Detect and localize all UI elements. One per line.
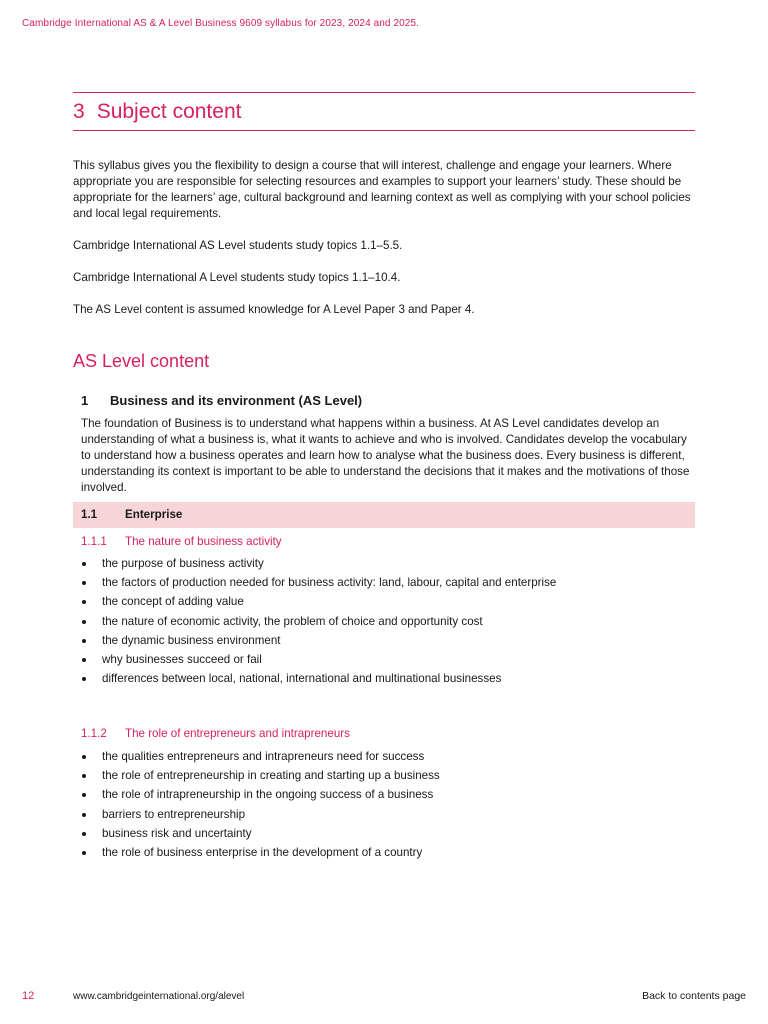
section-rule-bottom <box>73 130 695 131</box>
intro-paragraph-2: Cambridge International AS Level students study topics 1.1–5.5. <box>73 239 403 252</box>
list-item: the role of intrapreneurship in the ongoing success of a business <box>81 785 440 804</box>
section-number-1-1-1: 1.1.1 <box>81 535 107 548</box>
topic-title: Business and its environment (AS Level) <box>110 393 363 408</box>
topic-heading <box>81 393 362 408</box>
subtopic-band <box>73 502 695 528</box>
list-item: business risk and uncertainty <box>81 824 440 843</box>
subtopic-number: 1.1 <box>81 508 98 521</box>
section-title-text: Subject content <box>96 100 242 123</box>
running-header: Cambridge International AS & A Level Business 9609 syllabus for 2023, 2024 and 2025. <box>22 18 419 29</box>
section-heading-1-1-2 <box>81 727 350 740</box>
section-rule-top <box>73 92 695 93</box>
list-item: the role of entrepreneurship in creating and starting up a business <box>81 766 440 785</box>
section-number-1-1-2: 1.1.2 <box>81 727 107 740</box>
list-item: the purpose of business activity <box>81 554 556 573</box>
list-item: the role of business enterprise in the development of a country <box>81 843 440 862</box>
list-item: the concept of adding value <box>81 592 556 611</box>
list-item: why businesses succeed or fail <box>81 650 556 669</box>
section-title-1-1-1: The nature of business activity <box>125 535 282 548</box>
list-item: the factors of production needed for business activity: land, labour, capital and enterprise <box>81 573 556 592</box>
section-number: 3 <box>73 100 85 123</box>
list-item: the qualities entrepreneurs and intrapreneurs need for success <box>81 747 440 766</box>
list-item: barriers to entrepreneurship <box>81 805 440 824</box>
subtopic-title: Enterprise <box>125 508 183 521</box>
intro-paragraph-4: The AS Level content is assumed knowledge for A Level Paper 3 and Paper 4. <box>73 303 475 316</box>
topic-number: 1 <box>81 393 89 408</box>
intro-paragraph-3: Cambridge International A Level students study topics 1.1–10.4. <box>73 271 401 284</box>
back-to-contents-link[interactable]: Back to contents page <box>642 990 746 1002</box>
section-title-1-1-2: The role of entrepreneurs and intrapreneurs <box>125 727 350 740</box>
intro-paragraph-1: This syllabus gives you the flexibility to design a course that will interest, challenge and engage your learners. Where appropriate you are responsible for selecting resources and examples to support your learners’ study. These should be appropriate for the learners’ age, cultural background and learning context as well as complying with your school policies and local legal requirements. <box>73 159 691 220</box>
as-level-heading: AS Level content <box>73 351 210 371</box>
list-item: the dynamic business environment <box>81 631 556 650</box>
website-link[interactable]: www.cambridgeinternational.org/alevel <box>73 991 245 1002</box>
page-number: 12 <box>22 990 35 1002</box>
bullet-list-1-1-1 <box>81 554 556 688</box>
list-item: differences between local, national, international and multinational businesses <box>81 669 556 688</box>
section-heading-1-1-1 <box>81 535 282 548</box>
topic-intro: The foundation of Business is to understand what happens within a business. At AS Level candidates develop an understanding of what a business is, what it wants to achieve and who is involved. Candidates develop the vocabulary to understand how a business operates and learn how to analyse what the business does. Every business is different, understanding its context is important to be able to understand the decisions that it makes and the motivations of those involved. <box>81 417 690 494</box>
bullet-list-1-1-2 <box>81 747 440 862</box>
list-item: the nature of economic activity, the problem of choice and opportunity cost <box>81 612 556 631</box>
section-title <box>73 100 241 124</box>
